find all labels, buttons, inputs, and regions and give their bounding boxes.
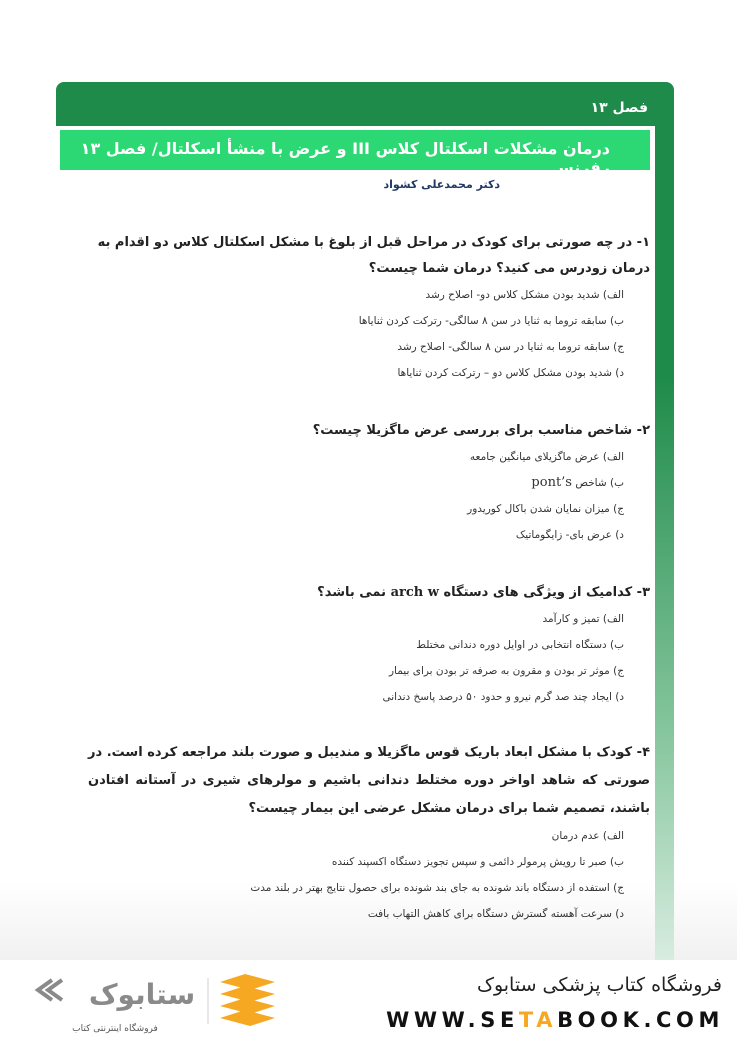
question-3-text-after: نمی باشد؟	[317, 585, 387, 600]
question-2	[88, 418, 650, 548]
question-3-text	[88, 580, 650, 606]
question-3-option-c: ج) موثر تر بودن و مقرون به صرفه تر بودن برای بیمار	[388, 665, 624, 677]
question-4-option-a: الف) عدم درمان	[551, 830, 624, 842]
question-2-option-d: د) عرض بای- زایگوماتیک	[515, 529, 624, 541]
question-1	[88, 230, 650, 386]
store-name: فروشگاه کتاب پزشکی ستابوک	[476, 974, 722, 996]
question-2-option-b-label: ب) شاخص	[575, 477, 624, 489]
question-3-option-d: د) ایجاد چند صد گرم نیرو و حدود ۵۰ درصد پاسخ دندانی	[382, 691, 624, 703]
question-2-option-b	[88, 470, 650, 496]
author-name: دکتر محمدعلی کشواد	[383, 178, 500, 191]
book-stack-icon	[220, 974, 275, 1026]
question-4-text: ۴- کودک با مشکل ابعاد باریک قوس ماگزیلا و مندیبل و صورت بلند مراجعه کرده است. در صورتی که شاهد اواخر دوره مختلط دندانی باشیم و مولرهای شیری در آستانه افتادن باشند، تصمیم شما برای درمان مشکل عرضی این بیمار چیست؟	[88, 745, 650, 816]
question-2-text: ۲- شاخص مناسب برای بررسی عرض ماگزیلا چیست؟	[312, 423, 650, 438]
chapter-header-bar	[56, 82, 674, 126]
question-3	[88, 580, 650, 710]
store-url-part-1: WWW.SE	[386, 1008, 519, 1032]
question-3-term: arch w	[390, 585, 439, 600]
question-3-option-a: الف) تمیز و کارآمد	[542, 613, 624, 625]
chapter-label: فصل ۱۳	[590, 100, 648, 116]
question-1-option-b: ب) سابقه تروما به ثنایا در سن ۸ سالگی- رترکت کردن ثنایاها	[358, 315, 624, 327]
question-4-option-d: د) سرعت آهسته گسترش دستگاه برای کاهش التهاب بافت	[367, 908, 624, 920]
store-url-part-3: BOOK.COM	[557, 1008, 724, 1032]
question-1-option-a: الف) شدید بودن مشکل کلاس دو- اصلاح رشد	[425, 289, 624, 301]
question-3-option-b: ب) دستگاه انتخابی در اوایل دوره دندانی مختلط	[416, 639, 624, 651]
question-4	[88, 739, 650, 927]
question-1-option-c: ج) سابقه تروما به ثنایا در سن ۸ سالگی- اصلاح رشد	[397, 341, 624, 353]
question-1-option-d: د) شدید بودن مشکل کلاس دو – رترکت کردن ثنایاها	[397, 367, 624, 379]
question-2-option-a: الف) عرض ماگزیلای میانگین جامعه	[469, 451, 624, 463]
question-2-option-b-term: pont’s	[531, 475, 572, 490]
title-banner	[60, 130, 650, 177]
store-url	[380, 1008, 724, 1032]
question-4-option-c: ج) استفده از دستگاه باند شونده به جای بند شونده برای حصول نتایج بهتر در بلند مدت	[250, 882, 624, 894]
side-strip	[655, 126, 674, 960]
store-url-accent: TA	[518, 1008, 558, 1032]
question-4-option-b: ب) صبر تا رویش پرمولر دائمی و سپس تجویز دستگاه اکسپند کننده	[331, 856, 624, 868]
setabook-logo	[30, 970, 290, 1028]
logo-wordmark: ستابوک	[88, 978, 196, 1011]
question-3-text-before: ۳- کدامیک از ویژگی های دستگاه	[443, 585, 650, 600]
page-title: درمان مشکلات اسکلتال کلاس III و عرض با منشأ اسکلتال/ فصل ۱۳ رفرنس	[80, 139, 610, 177]
logo-tagline: فروشگاه اینترنتی کتاب	[72, 1024, 158, 1034]
question-1-text: ۱- در چه صورتی برای کودک در مراحل قبل از بلوغ با مشکل اسکلتال کلاس دو اقدام به درمان زودرس می کنید؟ درمان شما چیست؟	[97, 235, 650, 276]
question-2-option-c: ج) میزان نمایان شدن باکال کوریدور	[467, 503, 624, 515]
chevron-arrows-icon	[38, 980, 62, 1000]
